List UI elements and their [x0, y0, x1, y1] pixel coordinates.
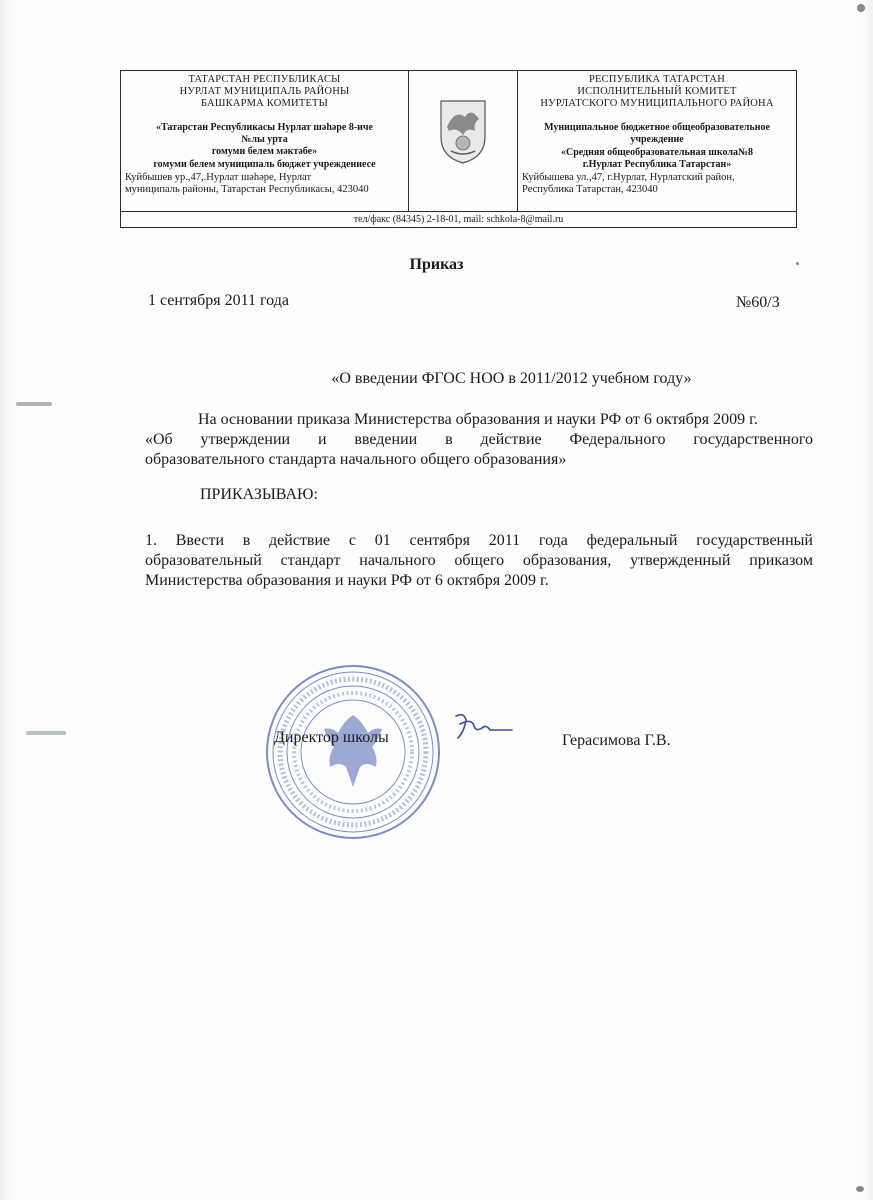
letterhead-header-row	[121, 71, 796, 212]
letterhead-russian-line: ИСПОЛНИТЕЛЬНЫЙ КОМИТЕТ	[577, 86, 737, 97]
basis-line: «Об утверждении и введении в действие Федерального государственного	[145, 431, 813, 448]
letterhead-tatar-line: НУРЛАТ МУНИЦИПАЛЬ РАЙОНЫ	[179, 86, 350, 97]
letterhead-russian-line: НУРЛАТСКОГО МУНИЦИПАЛЬНОГО РАЙОНА	[540, 98, 774, 109]
letterhead-tatar-line: «Татарстан Республикасы Нурлат шәһәре 8-иче	[156, 122, 373, 133]
signatory-role: Директор школы	[274, 729, 389, 746]
document-subject: «О введении ФГОС НОО в 2011/2012 учебном году»	[331, 370, 692, 387]
signatory-name: Герасимова Г.В.	[562, 732, 671, 749]
order-item-line: образовательный стандарт начального общего образования, утвержденный приказом	[145, 552, 813, 569]
scan-speck	[16, 402, 52, 406]
letterhead-russian-line: г.Нурлат Республика Татарстан»	[582, 159, 732, 170]
letterhead-contacts: тел/факс (84345) 2-18-01, mail: schkola-8@mail.ru	[353, 214, 564, 225]
letterhead-tatar-line: №лы урта	[241, 134, 288, 145]
handwritten-signature	[450, 708, 520, 748]
letterhead-russian-line: Муниципальное бюджетное общеобразовательное	[544, 122, 770, 133]
letterhead	[120, 70, 797, 228]
scan-speck	[856, 1186, 864, 1192]
letterhead-russian-address: Республика Татарстан, 423040	[522, 184, 658, 195]
order-item-line: 1. Ввести в действие с 01 сентября 2011 года федеральный государственный	[145, 532, 813, 549]
basis-line: На основании приказа Министерства образования и науки РФ от 6 октября 2009 г.	[198, 411, 758, 428]
letterhead-russian-address: Куйбышева ул.,47, г.Нурлат, Нурлатский район,	[522, 172, 735, 183]
letterhead-emblem-cell	[409, 71, 518, 211]
letterhead-russian-line: «Средняя общеобразовательная школа№8	[560, 147, 754, 158]
letterhead-tatar-line: БАШКАРМА КОМИТЕТЫ	[200, 98, 329, 109]
letterhead-tatar-address: муниципаль районы, Татарстан Республикасы, 423040	[125, 184, 369, 195]
coat-of-arms-icon	[437, 97, 489, 165]
document-title: Приказ	[409, 256, 464, 273]
letterhead-tatar-line: гомуми белем муниципаль бюджет учреждениесе	[153, 159, 376, 170]
basis-paragraph	[145, 410, 813, 470]
letterhead-russian-line: РЕСПУБЛИКА ТАТАРСТАН	[588, 74, 725, 85]
order-item	[145, 531, 813, 591]
letterhead-tatar-address: Куйбышев ур.,47,.Нурлат шәһәре, Нурлат	[125, 172, 312, 183]
scan-speck	[26, 731, 66, 735]
order-item-line: Министерства образования и науки РФ от 6 октября 2009 г.	[145, 572, 549, 589]
letterhead-russian-block	[518, 71, 796, 211]
order-heading: ПРИКАЗЫВАЮ:	[200, 486, 318, 503]
official-seal-stamp	[264, 663, 442, 841]
letterhead-russian-line: учреждение	[630, 134, 684, 145]
letterhead-tatar-line: ТАТАРСТАН РЕСПУБЛИКАСЫ	[188, 74, 341, 85]
scan-speck	[857, 4, 865, 12]
document-number: №60/3	[736, 294, 780, 311]
basis-line: образовательного стандарта начального общего образования»	[145, 451, 567, 468]
letterhead-tatar-block	[121, 71, 409, 211]
document-date: 1 сентября 2011 года	[148, 292, 289, 309]
letterhead-tatar-line: гомуми белем мәктәбе»	[211, 146, 318, 157]
